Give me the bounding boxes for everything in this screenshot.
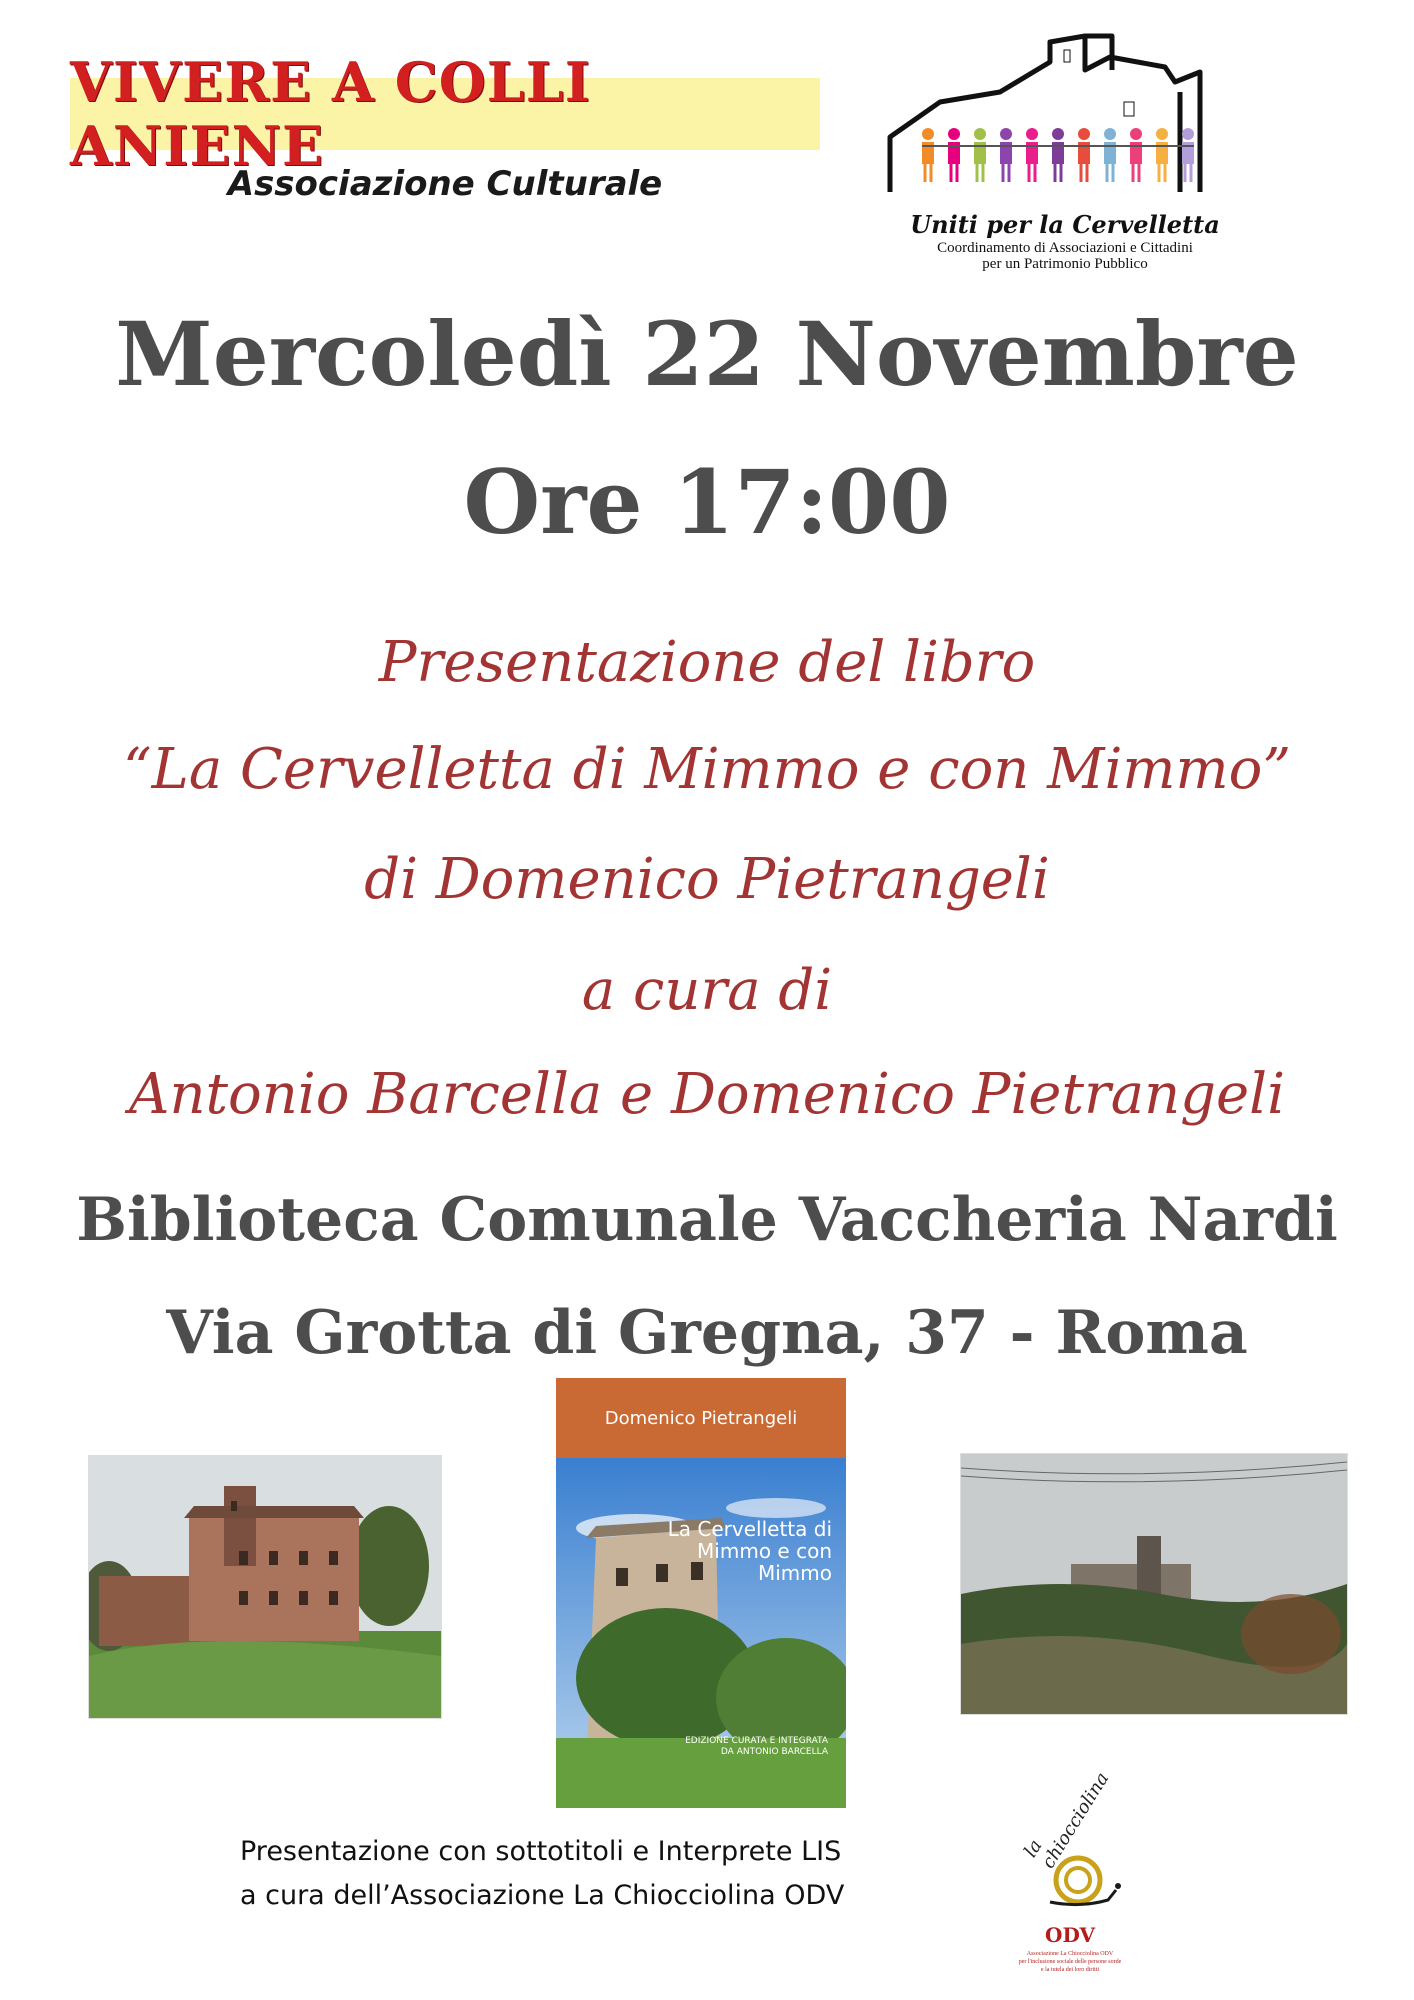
book-cover-edition-line1: EDIZIONE CURATA E INTEGRATA [685, 1736, 828, 1746]
logo-uniti-line2: per un Patrimonio Pubblico [982, 256, 1148, 272]
event-time: Ore 17:00 [463, 450, 951, 554]
logo-odv-small2: per l'inclusione sociale delle persone sorde [1018, 1959, 1122, 1965]
footer-line1: Presentazione con sottotitoli e Interprete LIS [240, 1836, 842, 1867]
book-cover-edition-line2: DA ANTONIO BARCELLA [720, 1747, 828, 1757]
castle-people-icon [880, 22, 1250, 212]
logo-subtitle: Associazione Culturale [227, 164, 663, 204]
book-title: “La Cervelletta di Mimmo e con Mimmo” [123, 737, 1291, 802]
logo-odv-small3: e la tutela dei loro diritti [1040, 1967, 1100, 1973]
footer-note [240, 1830, 960, 1918]
book-cover [556, 1378, 846, 1808]
landscape-photo-right [960, 1453, 1348, 1715]
book-author: di Domenico Pietrangeli [364, 847, 1050, 912]
book-cover-title: La Cervelletta di Mimmo e con Mimmo [667, 1517, 832, 1585]
logo-uniti-per-la-cervelletta [880, 22, 1250, 282]
logo-uniti-title: Uniti per la Cervelletta [910, 210, 1220, 239]
curators: Antonio Barcella e Domenico Pietrangeli [129, 1062, 1285, 1127]
logo-title: VIVERE A COLLI ANIENE [70, 50, 591, 178]
logo-vivere-a-colli-aniene [70, 50, 820, 218]
logo-odv-small1: Associazione La Chiocciolina ODV [1026, 1951, 1114, 1957]
event-date: Mercoledì 22 Novembre [115, 302, 1299, 406]
book-cover-author: Domenico Pietrangeli [604, 1407, 798, 1429]
logo-la-chiocciolina-odv [990, 1768, 1150, 1990]
logo-odv-name: ODV [1045, 1923, 1095, 1947]
logo-odv-script: la chiocciolina [1020, 1768, 1114, 1873]
book-cover-author-band [556, 1378, 846, 1458]
venue-address: Via Grotta di Gregna, 37 - Roma [166, 1298, 1248, 1368]
venue-name: Biblioteca Comunale Vaccheria Nardi [76, 1185, 1338, 1255]
logo-banner [70, 50, 820, 178]
logo-uniti-line1: Coordinamento di Associazioni e Cittadini [937, 240, 1193, 256]
edited-by-label: a cura di [581, 958, 833, 1023]
book-cover-edition [608, 1736, 828, 1758]
presentation-heading: Presentazione del libro [378, 630, 1036, 695]
castle-photo-left [88, 1455, 442, 1719]
footer-line2: a cura dell’Associazione La Chiocciolina ODV [240, 1880, 845, 1911]
